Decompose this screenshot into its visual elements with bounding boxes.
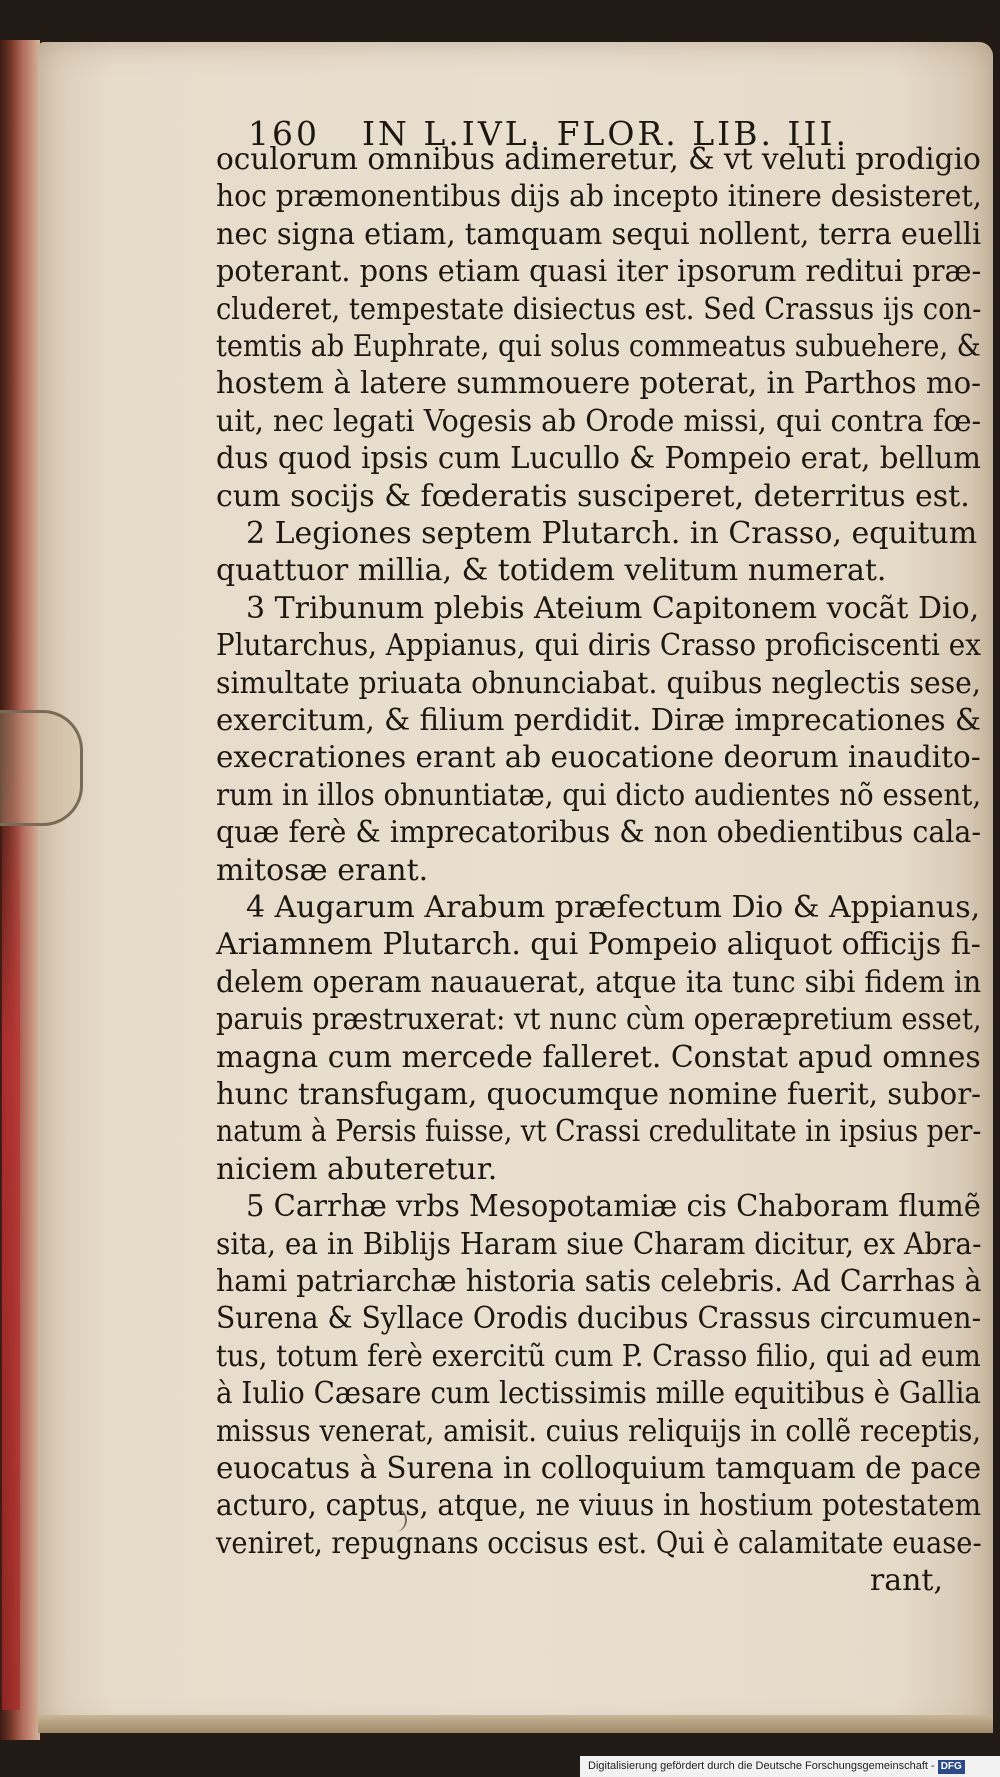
text-line: cum socijs & fœderatis susciperet, deterritus est.	[216, 478, 970, 514]
text-line: 5 Carrhæ vrbs Mesopotamiæ cis Chaboram flumẽ	[246, 1189, 981, 1225]
text-line: poterant. pons etiam quasi iter ipsorum reditui præ-	[216, 254, 982, 290]
text-line: euocatus à Surena in colloquium tamquam de pace	[216, 1451, 982, 1486]
text-line: 3 Tribunum plebis Ateium Capitonem vocãt Dio,	[246, 590, 980, 626]
page-text	[38, 42, 993, 1732]
text-line: niciem abuteretur.	[216, 1151, 498, 1187]
page-number: 160	[248, 114, 320, 153]
text-line: quæ ferè & imprecatoribus & non obedientibus cala-	[216, 815, 982, 851]
text-line: oculorum omnibus adimeretur, & vt veluti prodigio	[216, 142, 981, 177]
text-line: rum in illos obnuntiatæ, qui dicto audientes nõ essent,	[216, 777, 982, 813]
book-page	[38, 42, 993, 1732]
text-line: delem operam nauauerat, atque ita tunc sibi fidem in	[216, 964, 982, 1000]
text-line: cluderet, tempestate disiectus est. Sed Crassus ijs con-	[216, 291, 982, 327]
text-line: Plutarchus, Appianus, qui diris Crasso proficiscenti ex	[216, 628, 981, 664]
credit-text: Digitalisierung gefördert durch die Deutsche Forschungsgemeinschaft -	[588, 1760, 935, 1772]
page-edge-red	[2, 760, 20, 1710]
book-clip	[0, 710, 83, 826]
text-line: magna cum mercede falleret. Constat apud omnes	[216, 1039, 981, 1075]
text-line: à Iulio Cæsare cum lectissimis mille equitibus è Gallia	[216, 1376, 981, 1412]
digitization-credit	[580, 1756, 1000, 1777]
dfg-logo: DFG	[938, 1760, 965, 1774]
text-line: hoc præmonentibus dijs ab incepto itinere desisteret,	[216, 179, 982, 215]
text-line: execrationes erant ab euocatione deorum inaudito-	[216, 740, 981, 776]
text-line: rant,	[869, 1563, 943, 1599]
text-line: acturo, captus, atque, ne viuus in hostium potestatem	[216, 1488, 982, 1524]
text-line: quattuor millia, & totidem velitum numerat.	[216, 553, 887, 589]
text-line: hostem à latere summouere poterat, in Parthos mo-	[216, 366, 982, 402]
text-line: hunc transfugam, quocumque nomine fuerit, subor-	[216, 1077, 982, 1112]
text-line: sita, ea in Biblijs Haram siue Charam dicitur, ex Abra-	[216, 1226, 982, 1262]
text-line: exercitum, & filium perdidit. Diræ imprecationes &	[216, 703, 982, 738]
text-line: mitosæ erant.	[216, 852, 429, 888]
text-line: Ariamnem Plutarch. qui Pompeio aliquot officijs fi-	[216, 927, 981, 963]
running-title: IN L.IVL. FLOR. LIB. III.	[362, 114, 850, 153]
page-bottom-edge	[38, 1715, 993, 1733]
text-line: 2 Legiones septem Plutarch. in Crasso, equitum	[246, 516, 978, 551]
text-line: hami patriarchæ historia satis celebris. Ad Carrhas à	[216, 1264, 982, 1299]
text-line: temtis ab Euphrate, qui solus commeatus subuehere, &	[216, 329, 981, 364]
text-line: missus venerat, amisit. cuius reliquijs in collẽ receptis,	[216, 1413, 982, 1449]
text-line: veniret, repugnans occisus est. Qui è calamitate euase-	[216, 1525, 982, 1561]
text-line: simultate priuata obnunciabat. quibus neglectis sese,	[216, 665, 981, 701]
text-line: uit, nec legati Vogesis ab Orode missi, qui contra fœ-	[216, 403, 982, 439]
text-line: nec signa etiam, tamquam sequi nollent, terra euelli	[216, 216, 982, 252]
text-line: dus quod ipsis cum Lucullo & Pompeio erat, bellum	[216, 441, 982, 477]
text-line: paruis præstruxerat: vt nunc cùm operæpretium esset,	[216, 1002, 982, 1038]
text-line: tus, totum ferè exercitũ cum P. Crasso filio, qui ad eum	[216, 1338, 981, 1374]
text-line: Surena & Syllace Orodis ducibus Crassus circumuen-	[216, 1301, 982, 1337]
text-line: natum à Persis fuisse, vt Crassi credulitate in ipsius per-	[216, 1114, 982, 1150]
text-line: 4 Augarum Arabum præfectum Dio & Appianus,	[246, 890, 981, 925]
